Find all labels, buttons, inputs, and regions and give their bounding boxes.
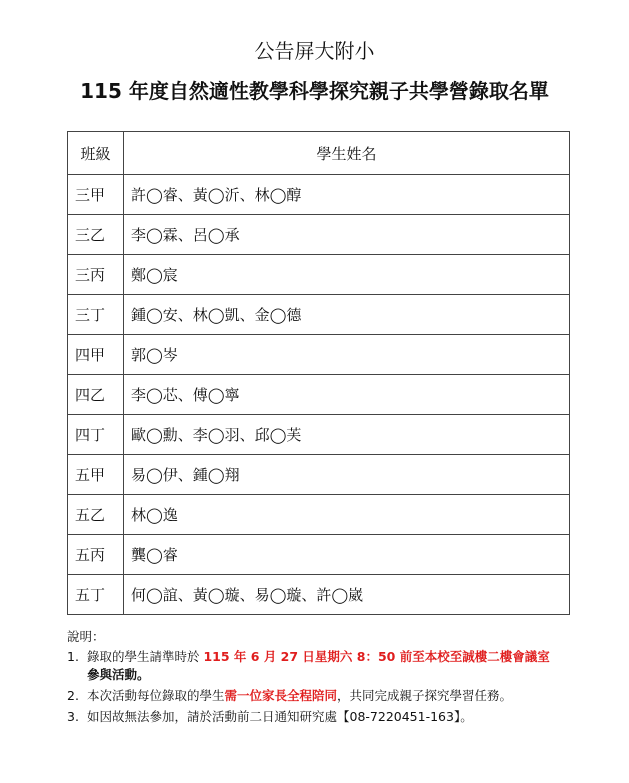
class-cell: 三丙	[68, 255, 124, 295]
note-item-3	[67, 708, 607, 726]
table-row	[68, 175, 570, 215]
table-row	[68, 455, 570, 495]
admission-table	[67, 131, 570, 615]
class-cell: 三甲	[68, 175, 124, 215]
table-row	[68, 415, 570, 455]
notes-section	[67, 628, 607, 729]
page-title: 115 年度自然適性教學科學探究親子共學營錄取名單	[80, 79, 549, 103]
names-cell: 何◯誼、黃◯璇、易◯璇、許◯崴	[124, 575, 570, 615]
class-cell: 四丁	[68, 415, 124, 455]
table-row	[68, 375, 570, 415]
table-header-row	[68, 132, 570, 175]
notes-list	[67, 648, 607, 726]
table-row	[68, 335, 570, 375]
names-cell: 鍾◯安、林◯凱、金◯德	[124, 295, 570, 335]
announcement-org: 公告屏大附小	[254, 39, 375, 63]
note-number: 1.	[67, 649, 79, 664]
class-cell: 四甲	[68, 335, 124, 375]
notes-heading: 說明：	[67, 629, 105, 644]
names-cell: 李◯芯、傅◯寧	[124, 375, 570, 415]
note-item-2	[67, 687, 607, 705]
note-text-cont: ，共同完成親子探究學習任務。	[337, 688, 513, 703]
names-cell: 鄭◯宸	[124, 255, 570, 295]
table-row	[68, 255, 570, 295]
names-cell: 龔◯睿	[124, 535, 570, 575]
class-cell: 三丁	[68, 295, 124, 335]
note-item-1	[67, 648, 607, 684]
table-row	[68, 575, 570, 615]
note-text: 如因故無法參加，請於活動前二日通知研究處【08-7220451-163】。	[87, 709, 473, 724]
class-cell: 四乙	[68, 375, 124, 415]
note-text: 本次活動每位錄取的學生	[87, 688, 225, 703]
note-text-cont: 參與活動。	[87, 667, 150, 682]
names-cell: 李◯霖、呂◯承	[124, 215, 570, 255]
class-cell: 三乙	[68, 215, 124, 255]
table-row	[68, 295, 570, 335]
class-cell: 五丁	[68, 575, 124, 615]
note-highlight: 115 年 6 月 27 日星期六 8：50 前至本校至誠樓二樓會議室	[203, 649, 550, 664]
class-cell: 五甲	[68, 455, 124, 495]
names-cell: 郭◯岑	[124, 335, 570, 375]
table-row	[68, 215, 570, 255]
names-cell: 易◯伊、鍾◯翔	[124, 455, 570, 495]
names-cell: 林◯逸	[124, 495, 570, 535]
class-cell: 五乙	[68, 495, 124, 535]
table-row	[68, 535, 570, 575]
table-row	[68, 495, 570, 535]
note-number: 2.	[67, 688, 79, 703]
note-text: 錄取的學生請準時於	[87, 649, 204, 664]
column-header-class: 班級	[68, 132, 124, 175]
note-highlight: 需一位家長全程陪同	[224, 688, 338, 703]
names-cell: 許◯睿、黃◯沂、林◯醇	[124, 175, 570, 215]
class-cell: 五丙	[68, 535, 124, 575]
names-cell: 歐◯勳、李◯羽、邱◯芙	[124, 415, 570, 455]
note-number: 3.	[67, 709, 79, 724]
column-header-names: 學生姓名	[124, 132, 570, 175]
